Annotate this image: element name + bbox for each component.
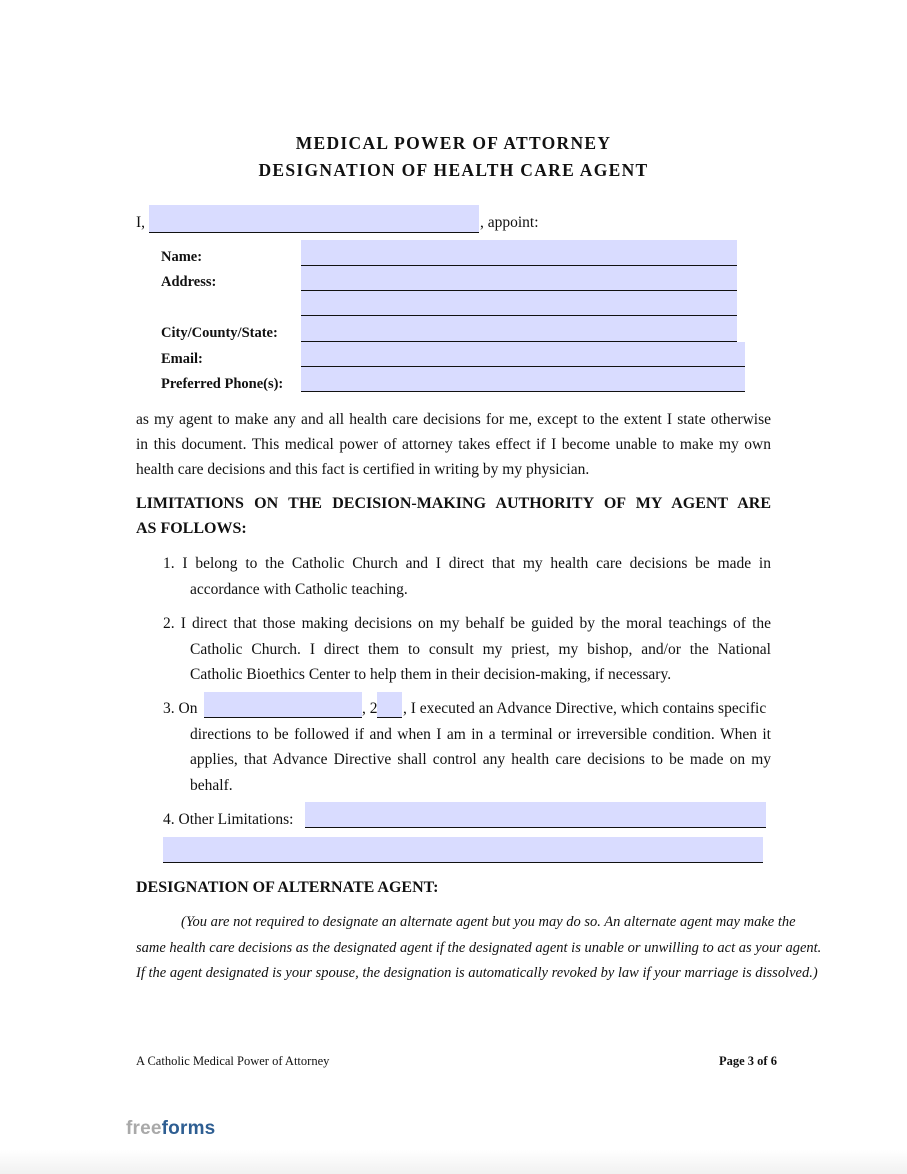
agent-name-field[interactable] (301, 240, 737, 266)
alternate-agent-note-line-1: (You are not required to designate an alternate agent but you may do so. An alternate agent may make the (181, 914, 796, 930)
logo-forms-text: forms (161, 1118, 216, 1139)
limitations-heading-line-2: AS FOLLOWS: (136, 520, 247, 537)
agent-city-label: City/County/State: (161, 325, 278, 341)
alternate-agent-note-line-2: same health care decisions as the designated agent if the designated agent is unable or unwilling to act as your agent. (136, 940, 822, 956)
limitation-item-1-line-1: 1. I belong to the Catholic Church and I direct that my health care decisions be made in (163, 555, 771, 572)
advance-directive-date-field[interactable] (204, 692, 362, 718)
limitation-item-3-prefix: 3. On (163, 700, 198, 717)
agent-email-field[interactable] (301, 342, 745, 367)
agent-address-field-2[interactable] (301, 291, 737, 316)
limitation-item-3-mid: , 2 (362, 700, 378, 717)
limitation-item-2-line-1: 2. I direct that those making decisions on my behalf be guided by the moral teachings of the (163, 615, 771, 632)
limitations-heading-line-1: LIMITATIONS ON THE DECISION-MAKING AUTHORITY OF MY AGENT ARE (136, 495, 771, 512)
agent-paragraph-line-2: in this document. This medical power of attorney takes effect if I become unable to make my own (136, 436, 771, 453)
other-limitations-label: 4. Other Limitations: (163, 811, 294, 828)
other-limitations-field-2[interactable] (163, 837, 763, 863)
freeforms-logo[interactable] (126, 1118, 215, 1140)
alternate-agent-heading: DESIGNATION OF ALTERNATE AGENT: (136, 879, 439, 896)
agent-address-label: Address: (161, 274, 217, 290)
limitation-item-1-line-2: accordance with Catholic teaching. (190, 581, 408, 598)
agent-city-field[interactable] (301, 316, 737, 342)
agent-paragraph-line-1: as my agent to make any and all health care decisions for me, except to the extent I state otherwise (136, 411, 771, 428)
limitation-item-3-suffix: , I executed an Advance Directive, which contains specific (403, 700, 767, 717)
document-title: MEDICAL POWER OF ATTORNEY (295, 133, 612, 153)
principal-name-field[interactable] (149, 205, 479, 233)
appoint-prefix: I, (136, 214, 146, 231)
agent-email-label: Email: (161, 351, 203, 367)
page-bottom-shadow (0, 1150, 907, 1174)
footer-document-name: A Catholic Medical Power of Attorney (136, 1054, 330, 1068)
agent-address-field-1[interactable] (301, 266, 737, 291)
footer-page-number: Page 3 of 6 (719, 1054, 777, 1068)
agent-paragraph-line-3: health care decisions and this fact is certified in writing by my physician. (136, 461, 590, 478)
appoint-suffix: , appoint: (480, 214, 539, 231)
advance-directive-year-field[interactable] (377, 692, 402, 718)
limitation-item-2-line-2: Catholic Church. I direct them to consult my priest, my bishop, and/or the National (190, 641, 771, 658)
alternate-agent-note-line-3: If the agent designated is your spouse, the designation is automatically revoked by law if your marriage is dissolved.) (136, 965, 818, 981)
logo-free-text: free (126, 1118, 162, 1139)
limitation-item-3-line-2: directions to be followed if and when I am in a terminal or irreversible condition. When it (190, 726, 771, 743)
limitation-item-2-line-3: Catholic Bioethics Center to help them in their decision-making, if necessary. (190, 666, 672, 683)
agent-phone-field[interactable] (301, 367, 745, 392)
agent-phone-label: Preferred Phone(s): (161, 376, 284, 392)
limitation-item-3-line-4: behalf. (190, 777, 233, 794)
agent-name-label: Name: (161, 249, 203, 265)
limitation-item-3-line-3: applies, that Advance Directive shall control any health care decisions to be made on my (190, 751, 771, 768)
other-limitations-field-1[interactable] (305, 802, 766, 828)
document-subtitle: DESIGNATION OF HEALTH CARE AGENT (258, 160, 649, 180)
